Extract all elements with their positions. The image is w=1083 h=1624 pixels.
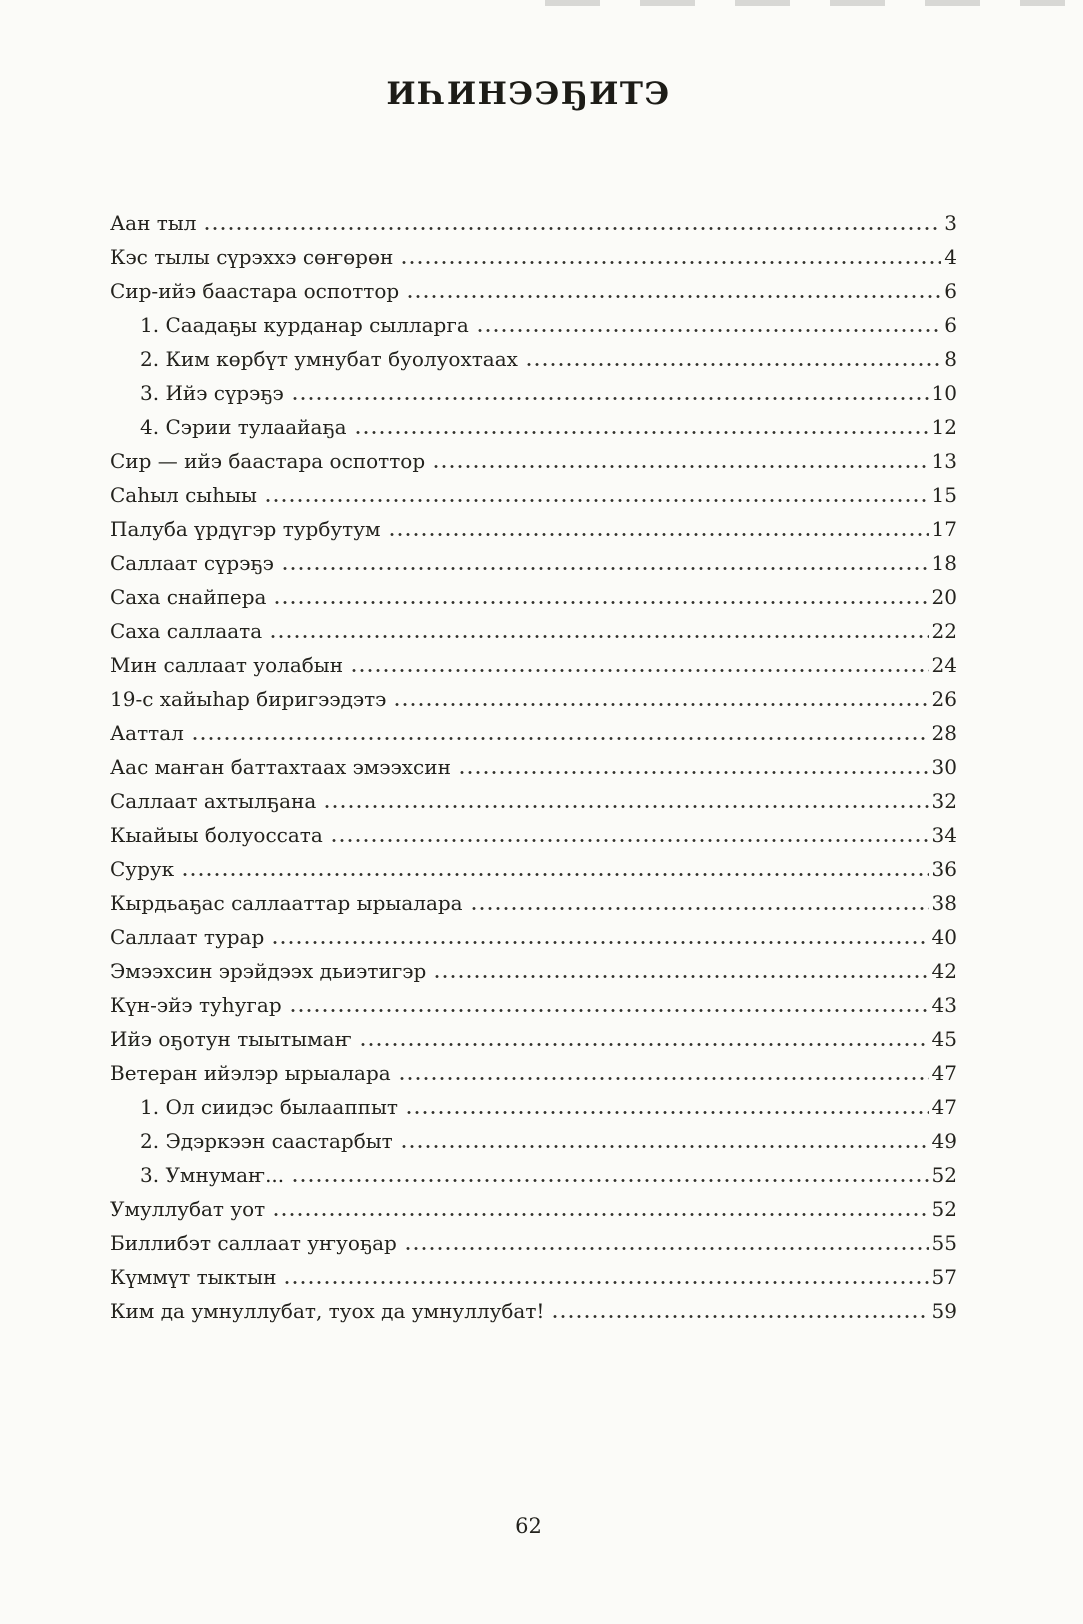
toc-entry-title: Ааттал bbox=[110, 721, 184, 745]
page-title: ИҺИНЭЭҔИТЭ bbox=[386, 76, 671, 112]
toc-entry bbox=[110, 206, 957, 240]
toc-entry-title: Күн-эйэ туһугар bbox=[110, 993, 282, 1017]
dotted-leader bbox=[400, 1145, 929, 1148]
dotted-leader bbox=[354, 431, 929, 434]
toc-entry bbox=[140, 1124, 957, 1158]
dotted-leader bbox=[283, 1281, 928, 1284]
toc-entry-title: Умуллубат уот bbox=[110, 1197, 266, 1221]
toc-entry-page-number: 32 bbox=[931, 789, 957, 813]
toc-entry-title: Саха снайпера bbox=[110, 585, 267, 609]
toc-entry bbox=[110, 784, 957, 818]
toc-entry-page-number: 38 bbox=[931, 891, 957, 915]
dotted-leader bbox=[359, 1043, 929, 1046]
dotted-leader bbox=[388, 533, 929, 536]
toc-entry-page-number: 57 bbox=[931, 1265, 957, 1289]
toc-entry-title: 19-с хайыһар биригээдэтэ bbox=[110, 687, 387, 711]
toc-entry-title: Аан тыл bbox=[110, 211, 197, 235]
toc-entry-title: Саха саллаата bbox=[110, 619, 263, 643]
toc-entry-page-number: 4 bbox=[944, 245, 957, 269]
toc-entry-title: Сир-ийэ баастара оспоттор bbox=[110, 279, 400, 303]
dotted-leader bbox=[404, 1247, 929, 1250]
toc-entry-title: 2. Ким көрбүт умнубат буолуохтаах bbox=[140, 347, 518, 371]
toc-entry-page-number: 52 bbox=[931, 1197, 957, 1221]
dotted-leader bbox=[203, 227, 941, 230]
dotted-leader bbox=[191, 737, 929, 740]
toc-entry bbox=[110, 818, 957, 852]
toc-entry-page-number: 28 bbox=[931, 721, 957, 745]
toc-entry bbox=[110, 648, 957, 682]
toc-entry bbox=[110, 852, 957, 886]
dotted-leader bbox=[291, 1179, 928, 1182]
toc-entry-page-number: 26 bbox=[931, 687, 957, 711]
toc-entry-page-number: 8 bbox=[944, 347, 957, 371]
toc-entry bbox=[110, 920, 957, 954]
dotted-leader bbox=[350, 669, 929, 672]
dotted-leader bbox=[323, 805, 928, 808]
dotted-leader bbox=[330, 839, 929, 842]
toc-entry-page-number: 10 bbox=[931, 381, 957, 405]
page-number: 62 bbox=[515, 1514, 542, 1538]
toc-entry bbox=[110, 1056, 957, 1090]
toc-entry bbox=[110, 240, 957, 274]
dotted-leader bbox=[433, 975, 928, 978]
toc-entry bbox=[110, 716, 957, 750]
toc-entry-page-number: 40 bbox=[931, 925, 957, 949]
toc-entry-title: Саллаат турар bbox=[110, 925, 265, 949]
toc-entry bbox=[140, 342, 957, 376]
toc-entry-page-number: 55 bbox=[931, 1231, 957, 1255]
toc-entry bbox=[110, 478, 957, 512]
toc-entry-page-number: 52 bbox=[931, 1163, 957, 1187]
toc-entry-page-number: 49 bbox=[931, 1129, 957, 1153]
toc-entry bbox=[110, 1294, 957, 1328]
toc-entry-title: Ийэ оҕотун тыытымаҥ bbox=[110, 1027, 352, 1051]
toc-entry-title: Кэс тылы сүрэххэ сөҥөрөн bbox=[110, 245, 394, 269]
toc-entry-title: 1. Саадаҕы курданар сылларга bbox=[140, 313, 469, 337]
toc-entry-title: Палуба үрдүгэр турбутум bbox=[110, 517, 381, 541]
toc-entry-page-number: 6 bbox=[944, 313, 957, 337]
toc-entry-page-number: 12 bbox=[931, 415, 957, 439]
dotted-leader bbox=[400, 261, 941, 264]
toc-entry-title: 3. Умнумаҥ... bbox=[140, 1163, 285, 1187]
toc-entry bbox=[110, 750, 957, 784]
toc-entry-title: Ветеран ийэлэр ырыалара bbox=[110, 1061, 391, 1085]
toc-entry-page-number: 45 bbox=[931, 1027, 957, 1051]
toc-entry bbox=[110, 682, 957, 716]
dotted-leader bbox=[289, 1009, 929, 1012]
toc-entry-page-number: 42 bbox=[931, 959, 957, 983]
toc-entry bbox=[110, 1226, 957, 1260]
toc-entry-page-number: 6 bbox=[944, 279, 957, 303]
dotted-leader bbox=[181, 873, 928, 876]
dotted-leader bbox=[406, 295, 941, 298]
toc-entry-page-number: 22 bbox=[931, 619, 957, 643]
toc-entry-page-number: 24 bbox=[931, 653, 957, 677]
toc-entry bbox=[140, 376, 957, 410]
toc-entry-page-number: 43 bbox=[931, 993, 957, 1017]
toc-entry-page-number: 15 bbox=[931, 483, 957, 507]
dotted-leader bbox=[393, 703, 928, 706]
dotted-leader bbox=[551, 1315, 928, 1318]
toc-entry-page-number: 59 bbox=[931, 1299, 957, 1323]
toc-entry-title: 3. Ийэ сүрэҕэ bbox=[140, 381, 284, 405]
toc-entry-title: 1. Ол сиидэс былааппыт bbox=[140, 1095, 398, 1119]
dotted-leader bbox=[398, 1077, 929, 1080]
toc-entry bbox=[110, 512, 957, 546]
toc-entry-title: 2. Эдэркээн саастарбыт bbox=[140, 1129, 393, 1153]
toc-entry bbox=[110, 580, 957, 614]
toc-entry bbox=[140, 308, 957, 342]
toc-entry bbox=[110, 886, 957, 920]
toc-entry-title: Саллаат ахтылҕана bbox=[110, 789, 317, 813]
toc-entry bbox=[140, 410, 957, 444]
toc-entry bbox=[110, 1192, 957, 1226]
toc-entry-title: Сурук bbox=[110, 857, 175, 881]
dotted-leader bbox=[264, 499, 929, 502]
dotted-leader bbox=[273, 601, 928, 604]
toc-entry bbox=[110, 546, 957, 580]
dotted-leader bbox=[291, 397, 929, 400]
toc-entry-title: Саһыл сыһыы bbox=[110, 483, 257, 507]
toc-entry-page-number: 17 bbox=[931, 517, 957, 541]
toc-entry-page-number: 13 bbox=[931, 449, 957, 473]
toc-entry-title: 4. Сэрии тулаайаҕа bbox=[140, 415, 347, 439]
dotted-leader bbox=[470, 907, 929, 910]
toc-entry-page-number: 34 bbox=[931, 823, 957, 847]
toc-entry bbox=[110, 1260, 957, 1294]
toc-entry-title: Кыайыы болуоссата bbox=[110, 823, 323, 847]
toc-entry bbox=[110, 988, 957, 1022]
toc-entry bbox=[110, 954, 957, 988]
toc-entry-title: Эмээхсин эрэйдээх дьиэтигэр bbox=[110, 959, 427, 983]
toc-entry-page-number: 36 bbox=[931, 857, 957, 881]
toc-entry-page-number: 47 bbox=[931, 1095, 957, 1119]
toc-entry-title: Ким да умнуллубат, туох да умнуллубат! bbox=[110, 1299, 545, 1323]
toc-entry bbox=[110, 444, 957, 478]
toc-entry bbox=[110, 274, 957, 308]
toc-entry-page-number: 18 bbox=[931, 551, 957, 575]
table-of-contents bbox=[110, 206, 957, 1328]
dotted-leader bbox=[405, 1111, 929, 1114]
toc-entry-title: Мин саллаат уолабын bbox=[110, 653, 344, 677]
dotted-leader bbox=[272, 1213, 928, 1216]
toc-entry-title: Сир — ийэ баастара оспоттор bbox=[110, 449, 426, 473]
toc-entry bbox=[140, 1158, 957, 1192]
toc-entry-page-number: 47 bbox=[931, 1061, 957, 1085]
scan-artifact bbox=[545, 0, 1065, 6]
toc-entry bbox=[110, 1022, 957, 1056]
toc-entry-title: Аас маҥан баттахтаах эмээхсин bbox=[110, 755, 451, 779]
dotted-leader bbox=[432, 465, 928, 468]
dotted-leader bbox=[476, 329, 942, 332]
toc-entry bbox=[110, 614, 957, 648]
toc-entry-title: Биллибэт саллаат уҥуоҕар bbox=[110, 1231, 397, 1255]
dotted-leader bbox=[271, 941, 928, 944]
toc-entry bbox=[140, 1090, 957, 1124]
toc-entry-page-number: 20 bbox=[931, 585, 957, 609]
dotted-leader bbox=[269, 635, 928, 638]
toc-entry-title: Кырдьаҕас саллааттар ырыалара bbox=[110, 891, 463, 915]
dotted-leader bbox=[525, 363, 941, 366]
dotted-leader bbox=[458, 771, 929, 774]
toc-entry-page-number: 3 bbox=[944, 211, 957, 235]
dotted-leader bbox=[281, 567, 929, 570]
toc-entry-title: Саллаат сүрэҕэ bbox=[110, 551, 274, 575]
toc-entry-title: Күммүт тыктын bbox=[110, 1265, 277, 1289]
toc-entry-page-number: 30 bbox=[931, 755, 957, 779]
